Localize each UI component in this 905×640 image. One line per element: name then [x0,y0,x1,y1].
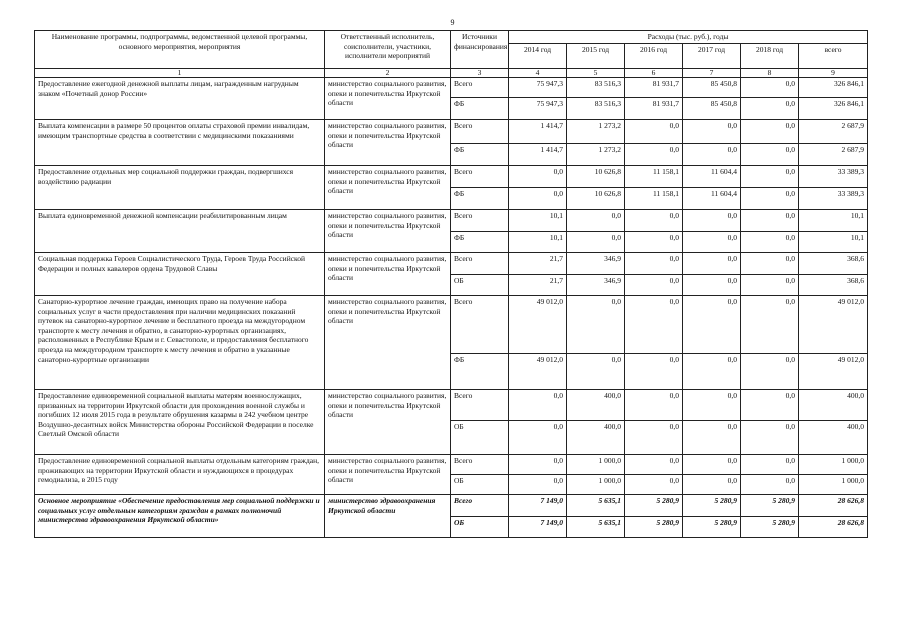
total-cell: 10,1 [799,232,868,253]
header-year: 2017 год [683,44,741,69]
amount-cell: 10 626,8 [567,188,625,210]
activity-name: Предоставление отдельных мер социальной поддержки граждан, подвергшихся воздействию радиации [35,166,325,210]
amount-cell: 1 000,0 [567,455,625,475]
table-row [35,296,868,354]
amount-cell: 0,0 [625,253,683,275]
amount-cell: 0,0 [625,144,683,166]
total-cell: 368,6 [799,275,868,296]
amount-cell: 11 158,1 [625,188,683,210]
amount-cell: 11 604,4 [683,188,741,210]
activity-name: Выплата компенсации в размере 50 процентов оплаты страховой премии инвалидам, имеющим транспортные средства в соответствии с медицинскими показаниями [35,120,325,166]
column-number: 9 [799,69,868,78]
amount-cell: 0,0 [741,275,799,296]
amount-cell: 0,0 [741,354,799,390]
total-cell: 28 626,8 [799,495,868,517]
amount-cell: 0,0 [741,144,799,166]
amount-cell: 0,0 [567,354,625,390]
amount-cell: 0,0 [741,475,799,495]
total-cell: 49 012,0 [799,296,868,354]
total-cell: 400,0 [799,390,868,421]
table-row [35,78,868,98]
amount-cell: 0,0 [683,421,741,455]
amount-cell: 5 280,9 [625,517,683,538]
amount-cell: 0,0 [625,455,683,475]
funding-source-cell: ФБ [451,144,509,166]
amount-cell: 7 149,0 [509,517,567,538]
table-row [35,390,868,421]
header-year: 2016 год [625,44,683,69]
amount-cell: 0,0 [683,296,741,354]
activity-name: Санаторно-курортное лечение граждан, имеющих право на получение набора социальных услуг в части предоставления при наличии медицинских показаний путевок на санаторно-курортное лечение и бесплатного проезда на междугородном транспорте к месту лечения и обратно, в санаторно-курортных организациях, расположенных в Республике Крым и г. Севастополе, и предоставления бесплатного проезда на междугородном транспорте к месту лечения и обратно в указанные санаторно-курортные организации [35,296,325,390]
amount-cell: 0,0 [625,475,683,495]
amount-cell: 5 280,9 [683,495,741,517]
amount-cell: 85 450,8 [683,98,741,120]
total-cell: 2 687,9 [799,144,868,166]
activity-name: Основное мероприятие «Обеспечение предоставления мер социальной поддержки и социальных услуг отдельным категориям граждан в рамках полномочий министерства здравоохранения Иркутской области» [35,495,325,538]
funding-source-cell: ФБ [451,188,509,210]
column-number: 6 [625,69,683,78]
amount-cell: 49 012,0 [509,296,567,354]
funding-source-cell: Всего [451,296,509,354]
amount-cell: 1 273,2 [567,144,625,166]
amount-cell: 0,0 [683,144,741,166]
column-number: 2 [325,69,451,78]
amount-cell: 346,9 [567,253,625,275]
amount-cell: 81 931,7 [625,98,683,120]
column-number: 7 [683,69,741,78]
amount-cell: 0,0 [509,166,567,188]
amount-cell: 1 000,0 [567,475,625,495]
expenses-table [34,30,868,538]
table-row [35,495,868,517]
amount-cell: 5 280,9 [741,495,799,517]
amount-cell: 5 635,1 [567,495,625,517]
funding-source-cell: Всего [451,455,509,475]
amount-cell: 11 604,4 [683,166,741,188]
funding-source-cell: Всего [451,166,509,188]
amount-cell: 0,0 [509,390,567,421]
amount-cell: 0,0 [741,253,799,275]
amount-cell: 0,0 [741,166,799,188]
funding-source-cell: ОБ [451,517,509,538]
amount-cell: 0,0 [683,210,741,232]
amount-cell: 0,0 [509,475,567,495]
total-cell: 1 000,0 [799,475,868,495]
amount-cell: 0,0 [741,98,799,120]
total-cell: 400,0 [799,421,868,455]
funding-source-cell: ОБ [451,275,509,296]
amount-cell: 0,0 [509,455,567,475]
amount-cell: 5 635,1 [567,517,625,538]
amount-cell: 0,0 [683,120,741,144]
amount-cell: 0,0 [625,354,683,390]
table-row [35,166,868,188]
executor-cell: министерство социального развития, опеки и попечительства Иркутской области [325,390,451,455]
funding-source-cell: Всего [451,390,509,421]
total-cell: 10,1 [799,210,868,232]
amount-cell: 0,0 [683,232,741,253]
amount-cell: 0,0 [625,421,683,455]
amount-cell: 0,0 [509,188,567,210]
amount-cell: 1 414,7 [509,144,567,166]
header-expenses: Расходы (тыс. руб.), годы [509,31,868,44]
activity-name: Предоставление единовременной социальной выплаты матерям военнослужащих, призванных на территории Иркутской области для прохождения военной службы и погибших 12 июля 2015 года в результате обрушения казармы в 242 учебном центре Воздушно-десантных войск Министерства обороны Российской Федерации в поселке Светлый Омской области [35,390,325,455]
header-name: Наименование программы, подпрограммы, ведомственной целевой программы, основного мероприятия, мероприятия [35,31,325,69]
amount-cell: 10,1 [509,232,567,253]
total-cell: 28 626,8 [799,517,868,538]
amount-cell: 83 516,3 [567,98,625,120]
table-row [35,455,868,475]
amount-cell: 5 280,9 [683,517,741,538]
amount-cell: 85 450,8 [683,78,741,98]
amount-cell: 0,0 [683,455,741,475]
amount-cell: 83 516,3 [567,78,625,98]
funding-source-cell: ОБ [451,421,509,455]
funding-source-cell: ФБ [451,354,509,390]
amount-cell: 21,7 [509,275,567,296]
header-source: Источники финансирования [451,31,509,69]
executor-cell: министерство социального развития, опеки и попечительства Иркутской области [325,78,451,120]
amount-cell: 0,0 [509,421,567,455]
table-row [35,210,868,232]
total-cell: 326 846,1 [799,98,868,120]
executor-cell: министерство социального развития, опеки и попечительства Иркутской области [325,296,451,390]
column-number: 4 [509,69,567,78]
amount-cell: 400,0 [567,390,625,421]
total-cell: 2 687,9 [799,120,868,144]
total-cell: 326 846,1 [799,78,868,98]
funding-source-cell: Всего [451,495,509,517]
funding-source-cell: Всего [451,78,509,98]
amount-cell: 0,0 [741,421,799,455]
amount-cell: 0,0 [683,475,741,495]
amount-cell: 0,0 [741,390,799,421]
column-number: 3 [451,69,509,78]
funding-source-cell: ФБ [451,232,509,253]
amount-cell: 0,0 [625,296,683,354]
table-row [35,253,868,275]
amount-cell: 49 012,0 [509,354,567,390]
amount-cell: 7 149,0 [509,495,567,517]
amount-cell: 10,1 [509,210,567,232]
amount-cell: 1 414,7 [509,120,567,144]
amount-cell: 81 931,7 [625,78,683,98]
amount-cell: 0,0 [625,275,683,296]
activity-name: Выплата единовременной денежной компенсации реабилитированным лицам [35,210,325,253]
amount-cell: 5 280,9 [625,495,683,517]
amount-cell: 0,0 [567,296,625,354]
total-cell: 368,6 [799,253,868,275]
amount-cell: 0,0 [683,253,741,275]
column-number: 8 [741,69,799,78]
amount-cell: 0,0 [567,232,625,253]
funding-source-cell: Всего [451,210,509,232]
amount-cell: 0,0 [625,390,683,421]
page-number: 9 [450,18,455,27]
column-number: 1 [35,69,325,78]
activity-name: Предоставление единовременной социальной выплаты отдельным категориям граждан, проживающих на территории Иркутской области и нуждающихся в процедурах гемодиализа, в 2015 году [35,455,325,495]
header-year: 2018 год [741,44,799,69]
amount-cell: 0,0 [741,455,799,475]
activity-name: Предоставление ежегодной денежной выплаты лицам, награжденным нагрудным знаком «Почетный донор России» [35,78,325,120]
executor-cell: министерство социального развития, опеки и попечительства Иркутской области [325,210,451,253]
header-executor: Ответственный исполнитель, соисполнители, участники, исполнители мероприятий [325,31,451,69]
amount-cell: 75 947,3 [509,98,567,120]
total-cell: 1 000,0 [799,455,868,475]
total-cell: 49 012,0 [799,354,868,390]
total-cell: 33 389,3 [799,188,868,210]
amount-cell: 0,0 [741,232,799,253]
amount-cell: 0,0 [625,210,683,232]
amount-cell: 346,9 [567,275,625,296]
table-row [35,120,868,144]
executor-cell: министерство социального развития, опеки и попечительства Иркутской области [325,253,451,296]
executor-cell: министерство социального развития, опеки и попечительства Иркутской области [325,120,451,166]
amount-cell: 0,0 [567,210,625,232]
amount-cell: 10 626,8 [567,166,625,188]
executor-cell: министерство социального развития, опеки и попечительства Иркутской области [325,166,451,210]
amount-cell: 400,0 [567,421,625,455]
column-number: 5 [567,69,625,78]
header-total: всего [799,44,868,69]
amount-cell: 1 273,2 [567,120,625,144]
executor-cell: министерство здравоохранения Иркутской области [325,495,451,538]
amount-cell: 5 280,9 [741,517,799,538]
funding-source-cell: ОБ [451,475,509,495]
table-body [35,78,868,538]
amount-cell: 0,0 [683,354,741,390]
funding-source-cell: Всего [451,120,509,144]
funding-source-cell: ФБ [451,98,509,120]
executor-cell: министерство социального развития, опеки и попечительства Иркутской области [325,455,451,495]
header-year: 2014 год [509,44,567,69]
amount-cell: 0,0 [741,296,799,354]
amount-cell: 11 158,1 [625,166,683,188]
header-year: 2015 год [567,44,625,69]
funding-source-cell: Всего [451,253,509,275]
amount-cell: 0,0 [741,120,799,144]
total-cell: 33 389,3 [799,166,868,188]
amount-cell: 0,0 [741,210,799,232]
amount-cell: 0,0 [741,78,799,98]
amount-cell: 0,0 [683,275,741,296]
amount-cell: 21,7 [509,253,567,275]
amount-cell: 0,0 [625,120,683,144]
activity-name: Социальная поддержка Героев Социалистического Труда, Героев Труда Российской Федерации и полных кавалеров ордена Трудовой Славы [35,253,325,296]
amount-cell: 75 947,3 [509,78,567,98]
amount-cell: 0,0 [741,188,799,210]
amount-cell: 0,0 [683,390,741,421]
amount-cell: 0,0 [625,232,683,253]
